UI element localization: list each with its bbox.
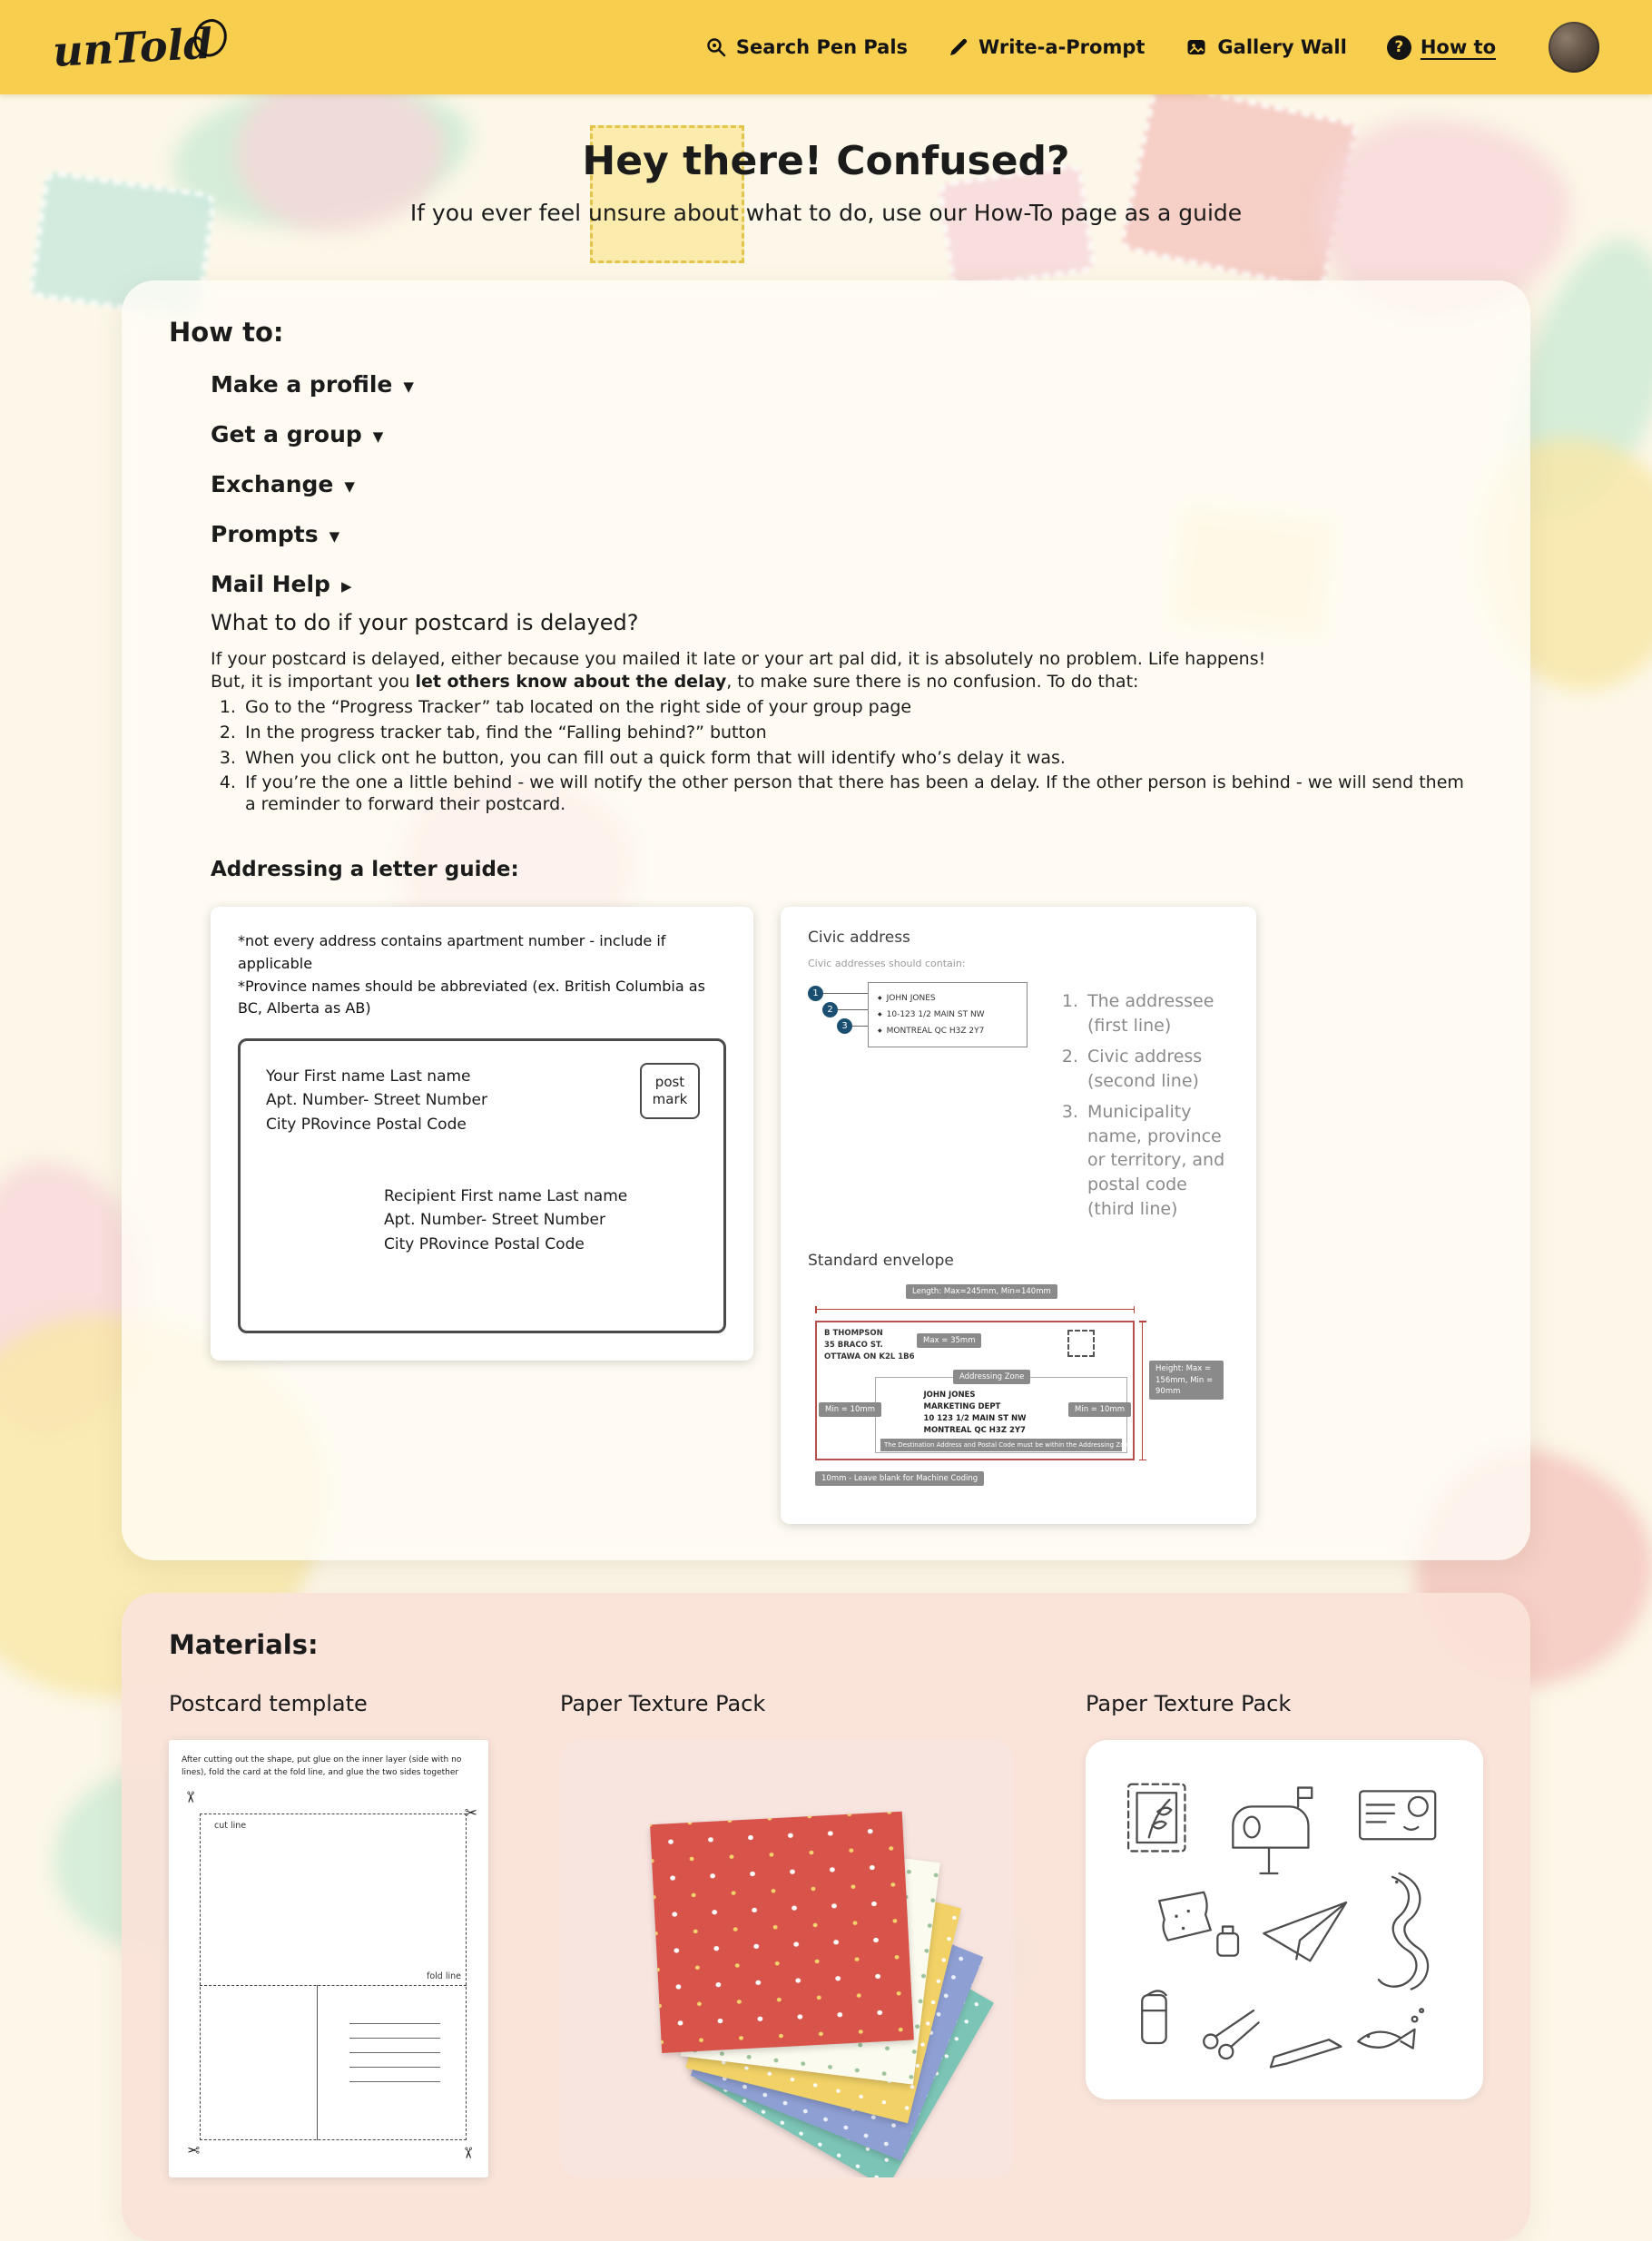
addressing-guide-row [211,907,1483,1524]
mail-help-para1: If your postcard is delayed, either because you mailed it late or your art pal did, it is absolutely no problem. Life happens! [211,649,1266,669]
connector-line [852,1026,868,1027]
address-guide-note: *not every address contains apartment number - include if applicable [238,931,666,972]
recipient-line: Recipient First name Last name [384,1187,628,1206]
scissors-icon: ✂ [457,2147,477,2160]
mail-help-para2-prefix: But, it is important you [211,672,416,693]
material-title: Paper Texture Pack [560,1691,766,1717]
civic-diagram [808,982,1229,1228]
nav-search-pen-pals[interactable] [705,36,908,58]
app-logo[interactable] [52,18,223,76]
mailbox-doodle [1233,1788,1312,1873]
material-postcard-template [169,1691,488,2177]
chevron-right-icon: ▶ [340,577,352,595]
connector-line [838,1009,868,1010]
address-guide-note: *Province names should be abbreviated (ex. British Columbia as BC, Alberta as AB) [238,977,705,1017]
cut-line-label: cut line [214,1821,247,1832]
recipient-address [923,1390,1026,1436]
mail-help-para2-bold: let others know about the delay [415,672,727,693]
mail-help-step: 3. When you click ont he button, you can fill out a quick form that will identify who’s delay it was. [241,748,1480,770]
stamp-max-badge: Max = 35mm [917,1333,981,1348]
mail-doodles-illustration [1103,1765,1466,2074]
recipient-line: City PRovince Postal Code [384,1234,585,1253]
standard-envelope-diagram [808,1284,1229,1500]
civic-title: Civic address [808,928,910,947]
accordion-label: Get a group [211,421,362,447]
postcard-diagram [181,1786,477,2161]
postcard-divider [317,1985,318,2141]
recipient-line: JOHN JONES [923,1391,976,1401]
gallery-icon [1185,36,1208,58]
material-paper-pack-1 [560,1691,1014,2177]
pencil-doodle [1271,2040,1341,2067]
nav-label: How to [1420,36,1496,58]
sender-address [266,1065,487,1136]
app-header [0,0,1652,94]
addressing-guide-heading: Addressing a letter guide: [211,857,519,881]
chevron-down-icon: ▼ [329,527,340,545]
length-badge: Length: Max=245mm, Min=140mm [906,1284,1057,1299]
hero-title: Hey there! Confused? [582,138,1070,184]
sender-address [824,1328,915,1362]
nav-label: Write-a-Prompt [978,36,1146,58]
sender-line: 35 BRACO ST. [824,1341,883,1350]
scissors-icon: ✂ [464,1804,477,1823]
recipient-line: Apt. Number- Street Number [384,1211,605,1230]
glue-stick-doodle [1142,1991,1165,2044]
sender-line: B THOMPSON [824,1329,883,1339]
min-left-badge: Min = 10mm [819,1402,881,1417]
length-dimension-line [815,1309,1135,1310]
mail-help-paragraph [211,648,1463,693]
materials-heading: Materials: [169,1629,319,1661]
sender-line: City PRovince Postal Code [266,1115,467,1134]
civic-address-box [868,982,1028,1047]
legend-item: 3. Municipality name, province or territory, and postal code (third line) [1084,1100,1229,1221]
howto-accordion [211,371,1483,1524]
user-avatar[interactable] [1549,22,1599,73]
sender-line: Your First name Last name [266,1067,471,1086]
number-badge-3: 3 [837,1018,852,1034]
nav-label: Search Pen Pals [735,36,909,58]
accordion-label: Mail Help [211,571,330,597]
eel-doodle [1379,1873,1428,1990]
accordion-label: Exchange [211,471,334,497]
mail-help-step: 4. If you’re the one a little behind - we will notify the other person that there has been a delay. If the other person is behind - we will send them a reminder to forward their postcard. [241,772,1480,816]
number-badge-2: 2 [822,1002,838,1017]
scissors-icon: ✂ [187,2142,201,2161]
civic-address-line [878,990,1018,1007]
civic-guide-image [781,907,1256,1524]
postmark-box [640,1063,700,1119]
accordion-prompts[interactable] [211,521,339,547]
mail-help-para2-suffix: , to make sure there is no confusion. To do that: [726,672,1139,693]
postcard-instructions: After cutting out the shape, put glue on the inner layer (side with no lines), fold the card at the fold line, and glue the two sides together [182,1755,462,1777]
accordion-label: Prompts [211,521,319,547]
legend-item: 1. The addressee (first line) [1084,989,1229,1037]
torn-paper-doodle [1159,1892,1238,1956]
material-title: Paper Texture Pack [1086,1691,1292,1717]
mail-help-steps [218,697,1480,816]
civic-line-text: MONTREAL QC H3Z 2Y7 [886,1026,985,1036]
accordion-make-a-profile[interactable] [211,371,414,398]
diamond-marker: ◆ [878,994,882,1001]
doodle-pack-image[interactable] [1086,1740,1483,2099]
civic-subtitle: Civic addresses should contain: [808,957,966,969]
sender-line: Apt. Number- Street Number [266,1091,487,1110]
standard-envelope-title: Standard envelope [808,1252,954,1271]
hero-subtitle: If you ever feel unsure about what to do, use our How-To page as a guide [409,200,1243,226]
machine-coding-badge: 10mm - Leave blank for Machine Coding [815,1471,984,1486]
mail-help-step: 2. In the progress tracker tab, find the “Falling behind?” button [241,722,1480,744]
postcard-address-lines [349,2023,440,2096]
accordion-mail-help[interactable] [211,571,351,597]
connector-line [823,993,868,994]
civic-line-text: JOHN JONES [886,993,936,1003]
stamp-placeholder [1067,1330,1095,1357]
zone-note: The Destination Address and Postal Code must be within the Addressing Zone [880,1439,1122,1451]
hero [0,138,1652,226]
fish-doodle [1358,2009,1423,2048]
nav-write-a-prompt[interactable] [948,36,1145,58]
howto-card [122,280,1530,1560]
envelope-box [815,1321,1135,1460]
postmark-line: post [654,1074,685,1091]
paper-airplane-doodle [1264,1902,1346,1961]
postmark-line: mark [652,1091,688,1108]
diamond-marker: ◆ [878,1010,882,1017]
paper-texture-pack-image[interactable] [560,1740,1014,2177]
civic-legend [1060,986,1229,1228]
civic-example [808,982,1031,1051]
mail-help-step: 1. Go to the “Progress Tracker” tab located on the right side of your group page [241,697,1480,719]
nav-how-to[interactable] [1387,35,1496,60]
fold-line [200,1985,467,1986]
material-title: Postcard template [169,1691,368,1717]
addressing-zone-badge: Addressing Zone [953,1370,1030,1384]
stamp-doodle [1128,1784,1185,1852]
nav-gallery-wall[interactable] [1185,36,1346,58]
civic-address-line [878,1007,1018,1023]
address-guide-image [211,907,753,1361]
materials-card [122,1593,1530,2241]
main-nav [705,22,1599,73]
recipient-line: MONTREAL QC H3Z 2Y7 [923,1425,1026,1435]
chevron-down-icon: ▼ [372,428,384,445]
search-icon [705,36,727,58]
scissors-icon: ✂ [181,1791,200,1804]
help-icon: ? [1387,35,1411,60]
paper-sheet-red-stars [650,1812,914,2053]
postcard-template-image[interactable] [169,1740,488,2177]
howto-heading: How to: [169,317,284,348]
height-badge: Height: Max = 156mm, Min = 90mm [1149,1361,1224,1400]
envelope-doodle [1360,1792,1435,1840]
materials-row [169,1691,1483,2177]
app-logo-text: unTold [51,18,214,76]
mail-help-question: What to do if your postcard is delayed? [211,610,639,635]
material-paper-pack-2 [1086,1691,1483,2177]
scissors-doodle [1204,2010,1258,2059]
mail-help-content [211,610,1483,1524]
pencil-icon [948,36,969,58]
nav-label: Gallery Wall [1217,36,1347,58]
fold-line-label: fold line [427,1971,461,1981]
min-right-badge: Min = 10mm [1068,1402,1131,1417]
number-badge-1: 1 [808,986,823,1001]
sender-line: OTTAWA ON K2L 1B6 [824,1351,915,1361]
height-dimension-line [1142,1321,1143,1460]
civic-line-text: 10-123 1/2 MAIN ST NW [886,1009,985,1019]
recipient-address [384,1184,627,1256]
recipient-line: MARKETING DEPT [923,1402,1001,1411]
accordion-get-a-group[interactable] [211,421,383,447]
chevron-down-icon: ▼ [344,477,355,495]
recipient-line: 10 123 1/2 MAIN ST NW [923,1413,1027,1423]
legend-item: 2. Civic address (second line) [1084,1045,1229,1093]
civic-address-line [878,1023,1018,1039]
chevron-down-icon: ▼ [403,378,414,395]
accordion-label: Make a profile [211,371,393,398]
diamond-marker: ◆ [878,1027,882,1034]
accordion-exchange[interactable] [211,471,355,497]
envelope-diagram [238,1038,726,1333]
